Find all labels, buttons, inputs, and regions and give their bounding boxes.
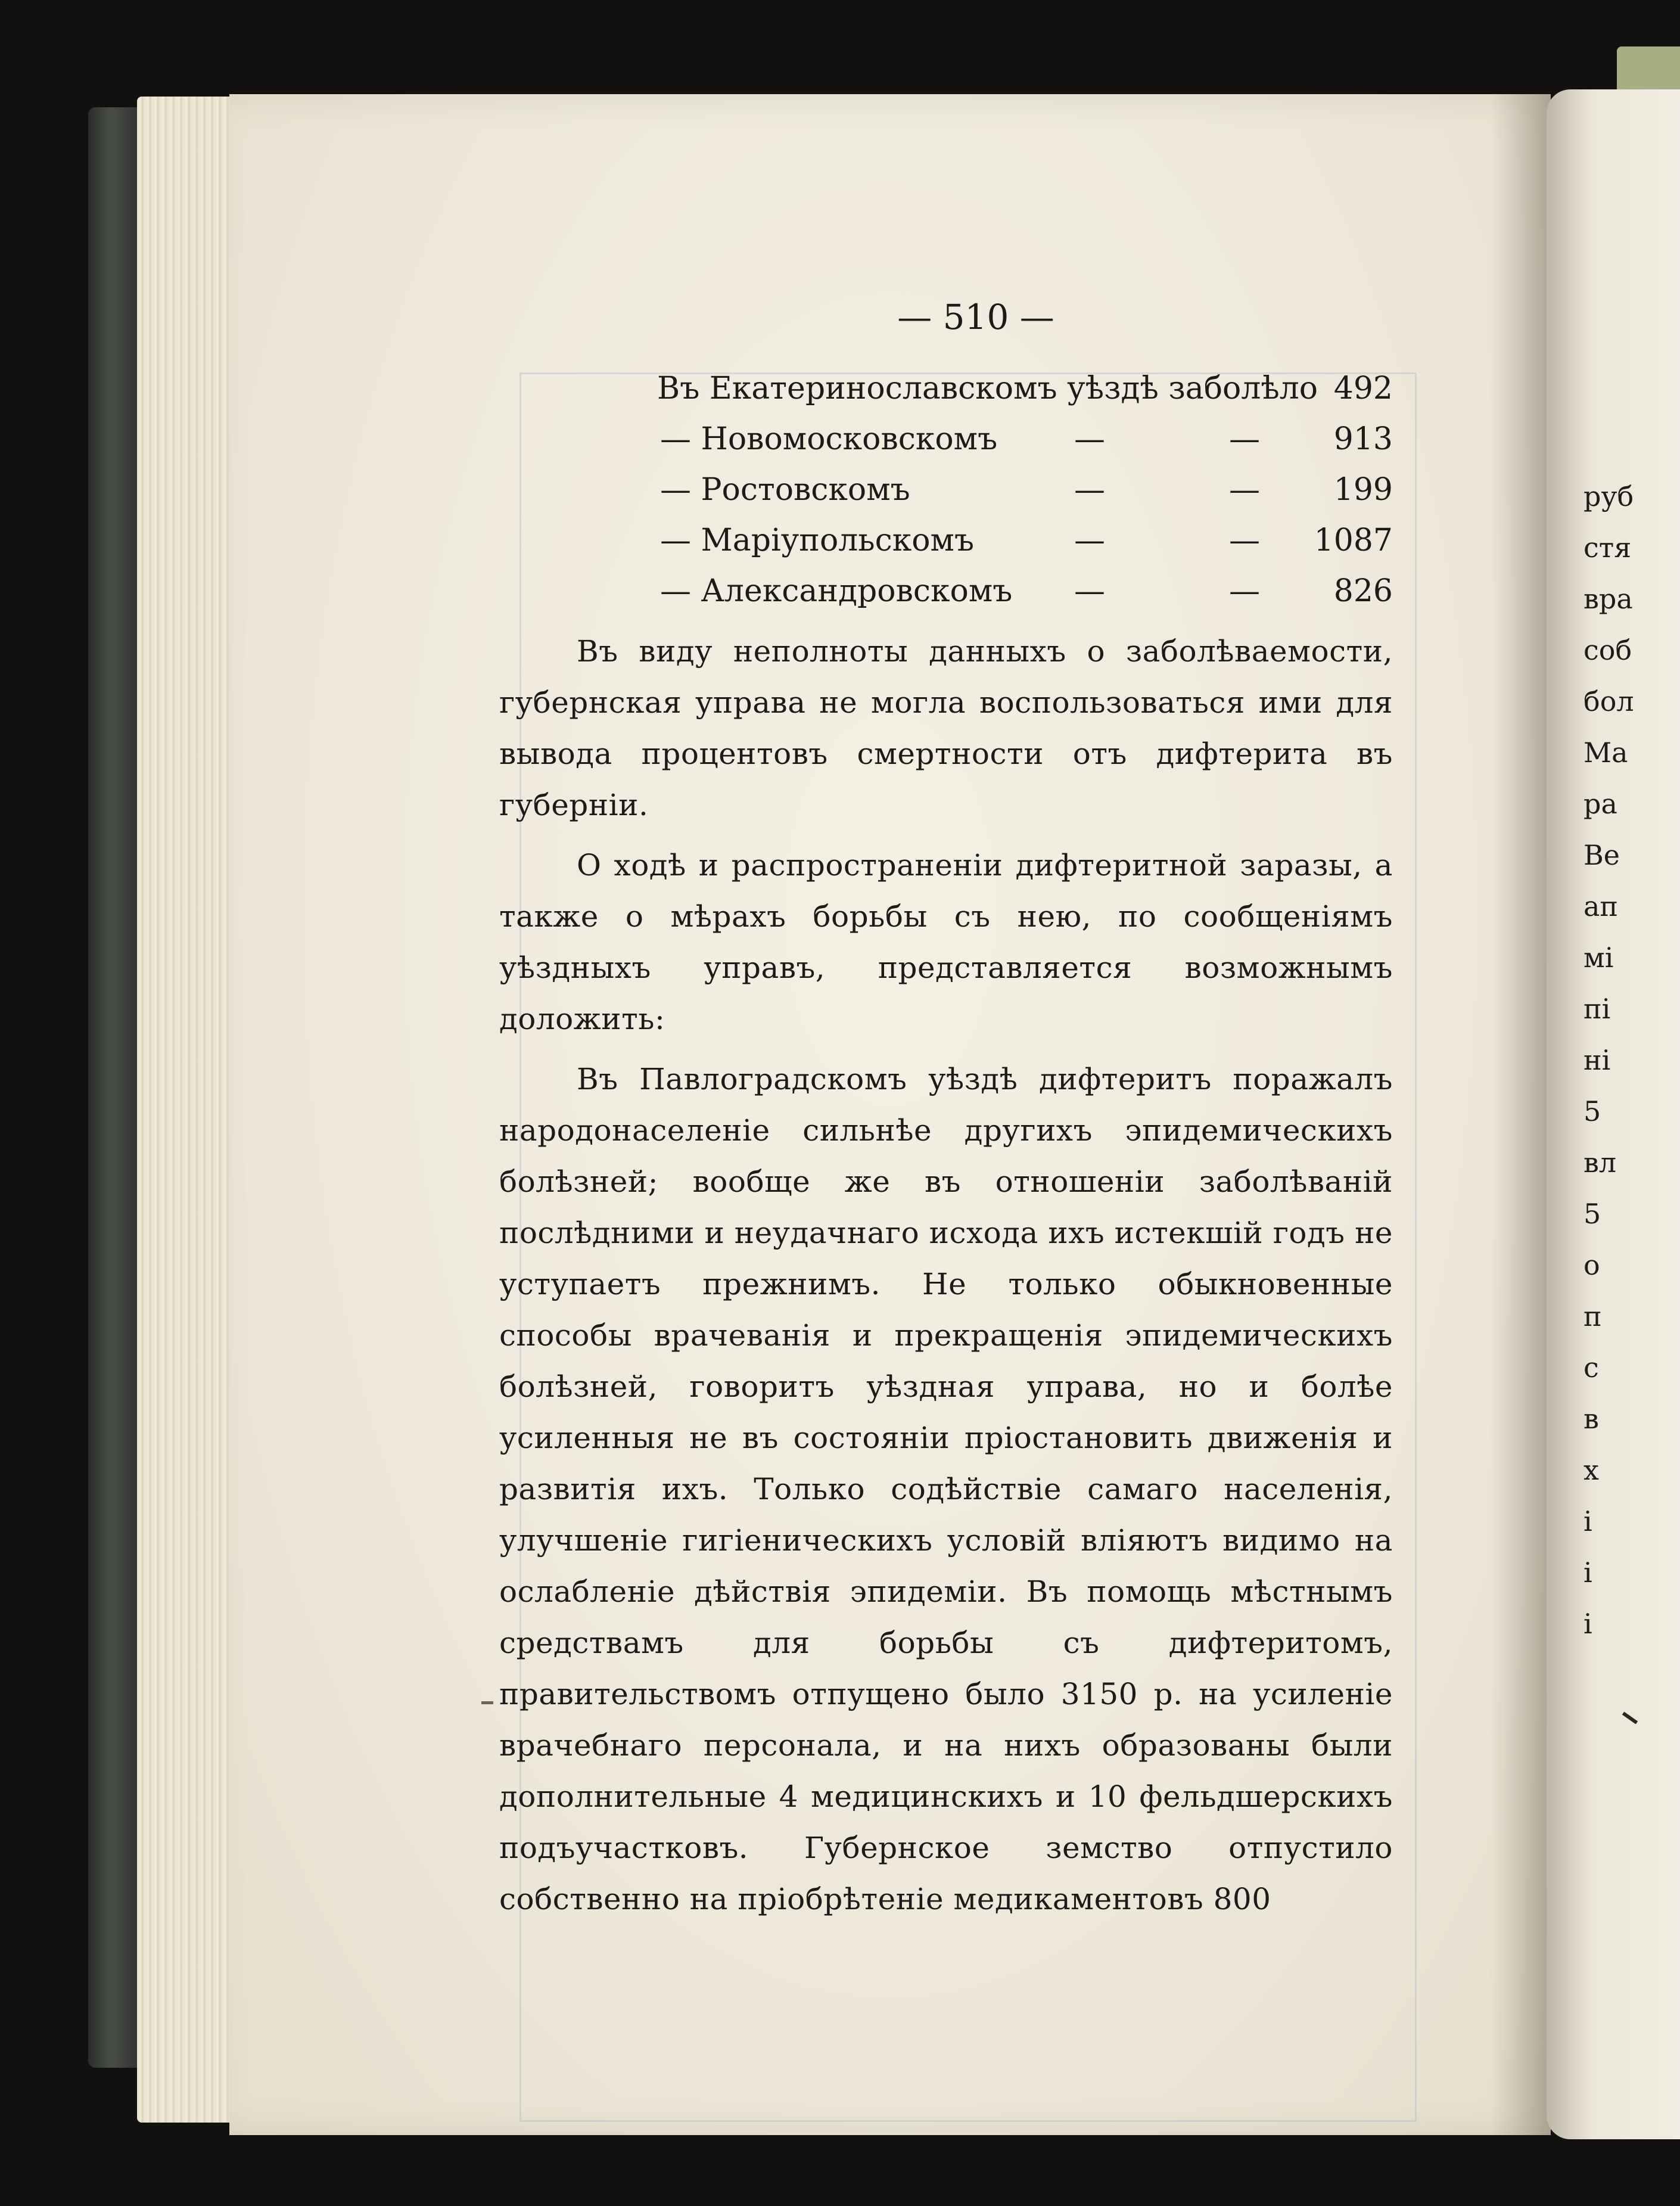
facing-page-text (1583, 471, 1634, 1649)
stat-label: — Ростовскомъ (660, 472, 910, 508)
facing-line-fragment: і (1583, 1505, 1592, 1537)
facing-line-fragment: пі (1583, 993, 1611, 1025)
stat-row (499, 363, 1393, 414)
stat-value: 826 (1333, 573, 1393, 609)
stat-value: 492 (1333, 371, 1393, 406)
margin-mark (481, 1701, 493, 1704)
facing-line-fragment: соб (1583, 634, 1632, 666)
stat-row (499, 566, 1393, 617)
facing-line-fragment: о (1583, 1249, 1600, 1281)
stat-value: 1087 (1314, 523, 1393, 558)
stat-row (499, 414, 1393, 465)
stat-label: — Маріупольскомъ (660, 523, 975, 558)
facing-line-fragment: бол (1583, 685, 1634, 717)
stat-value: 913 (1333, 421, 1393, 457)
page-edges (137, 97, 241, 2123)
page-content (499, 280, 1393, 1925)
stat-label: — Александровскомъ (660, 573, 1013, 609)
facing-line-fragment: ні (1583, 1044, 1611, 1076)
stat-label: — Новомосковскомъ (660, 421, 998, 457)
facing-line-fragment: ап (1583, 890, 1619, 922)
stat-dash: — (1074, 573, 1105, 609)
facing-line-fragment: ра (1583, 788, 1617, 820)
facing-line-fragment: і (1583, 1556, 1592, 1589)
facing-line-fragment: вра (1583, 583, 1633, 615)
stat-row (499, 465, 1393, 515)
paragraph: Въ виду неполноты данныхъ о заболѣваемости, губернская управа не могла воспользоваться ими для вывода процентовъ смертности отъ дифтерита въ губерніи. (499, 634, 1393, 822)
facing-line-fragment: мі (1583, 942, 1614, 974)
page-gutter (1489, 94, 1551, 2135)
facing-line-fragment: 5 (1583, 1095, 1601, 1127)
district-stats (499, 363, 1393, 617)
paragraph: О ходѣ и распространеніи дифтеритной заразы, а также о мѣрахъ борьбы съ нею, по сообщеніямъ уѣздныхъ управъ, представляется возможнымъ доложить: (499, 848, 1393, 1036)
stat-label: Въ Екатеринославскомъ уѣздѣ заболѣло (657, 371, 1318, 406)
facing-line-fragment: п (1583, 1300, 1602, 1332)
page-number: — 510 — (897, 297, 1054, 337)
stat-dash: — (1074, 421, 1105, 457)
facing-line-fragment: стя (1583, 532, 1632, 564)
facing-page (1547, 89, 1680, 2139)
stat-row (499, 515, 1393, 566)
paragraph: Въ Павлоградскомъ уѣздѣ дифтеритъ поражалъ народонаселеніе сильнѣе другихъ эпидемическихъ болѣзней; вообще же въ отношеніи заболѣваній послѣдними и неудачнаго исхода ихъ истекшій годъ не уступаетъ прежнимъ. Не только обыкновенные способы врачеванія и прекращенія эпидемическихъ болѣзней, говоритъ уѣздная управа, но и болѣе усиленныя не въ состояніи пріостановить движенія и развитія ихъ. Только содѣйствіе самаго населенія, улучшеніе гигіеническихъ условій вліяютъ видимо на ослабленіе дѣйствія эпидеміи. Въ помощь мѣстнымъ средствамъ для борьбы съ дифтеритомъ, правительствомъ отпущено было 3150 р. на усиленіе врачебнаго персонала, и на нихъ образованы были дополнительные 4 медицинскихъ и 10 фельдшерскихъ подъучастковъ. Губернское земство отпустило собственно на пріобрѣтеніе медикаментовъ 800 (499, 1062, 1393, 1916)
stat-dash: — (1229, 573, 1260, 609)
facing-line-fragment: Ма (1583, 737, 1628, 769)
facing-line-fragment: с (1583, 1351, 1599, 1384)
stat-value: 199 (1333, 472, 1393, 508)
stat-dash: — (1074, 472, 1105, 508)
facing-line-fragment: х (1583, 1454, 1599, 1486)
facing-line-fragment: Ве (1583, 839, 1620, 871)
stat-dash: — (1229, 472, 1260, 508)
facing-line-fragment: 5 (1583, 1198, 1601, 1230)
stat-dash: — (1074, 523, 1105, 558)
facing-line-fragment: і (1583, 1608, 1592, 1640)
facing-line-fragment: в (1583, 1403, 1599, 1435)
stat-dash: — (1229, 523, 1260, 558)
facing-line-fragment: руб (1583, 480, 1634, 512)
stat-dash: — (1229, 421, 1260, 457)
facing-line-fragment: вл (1583, 1147, 1617, 1179)
